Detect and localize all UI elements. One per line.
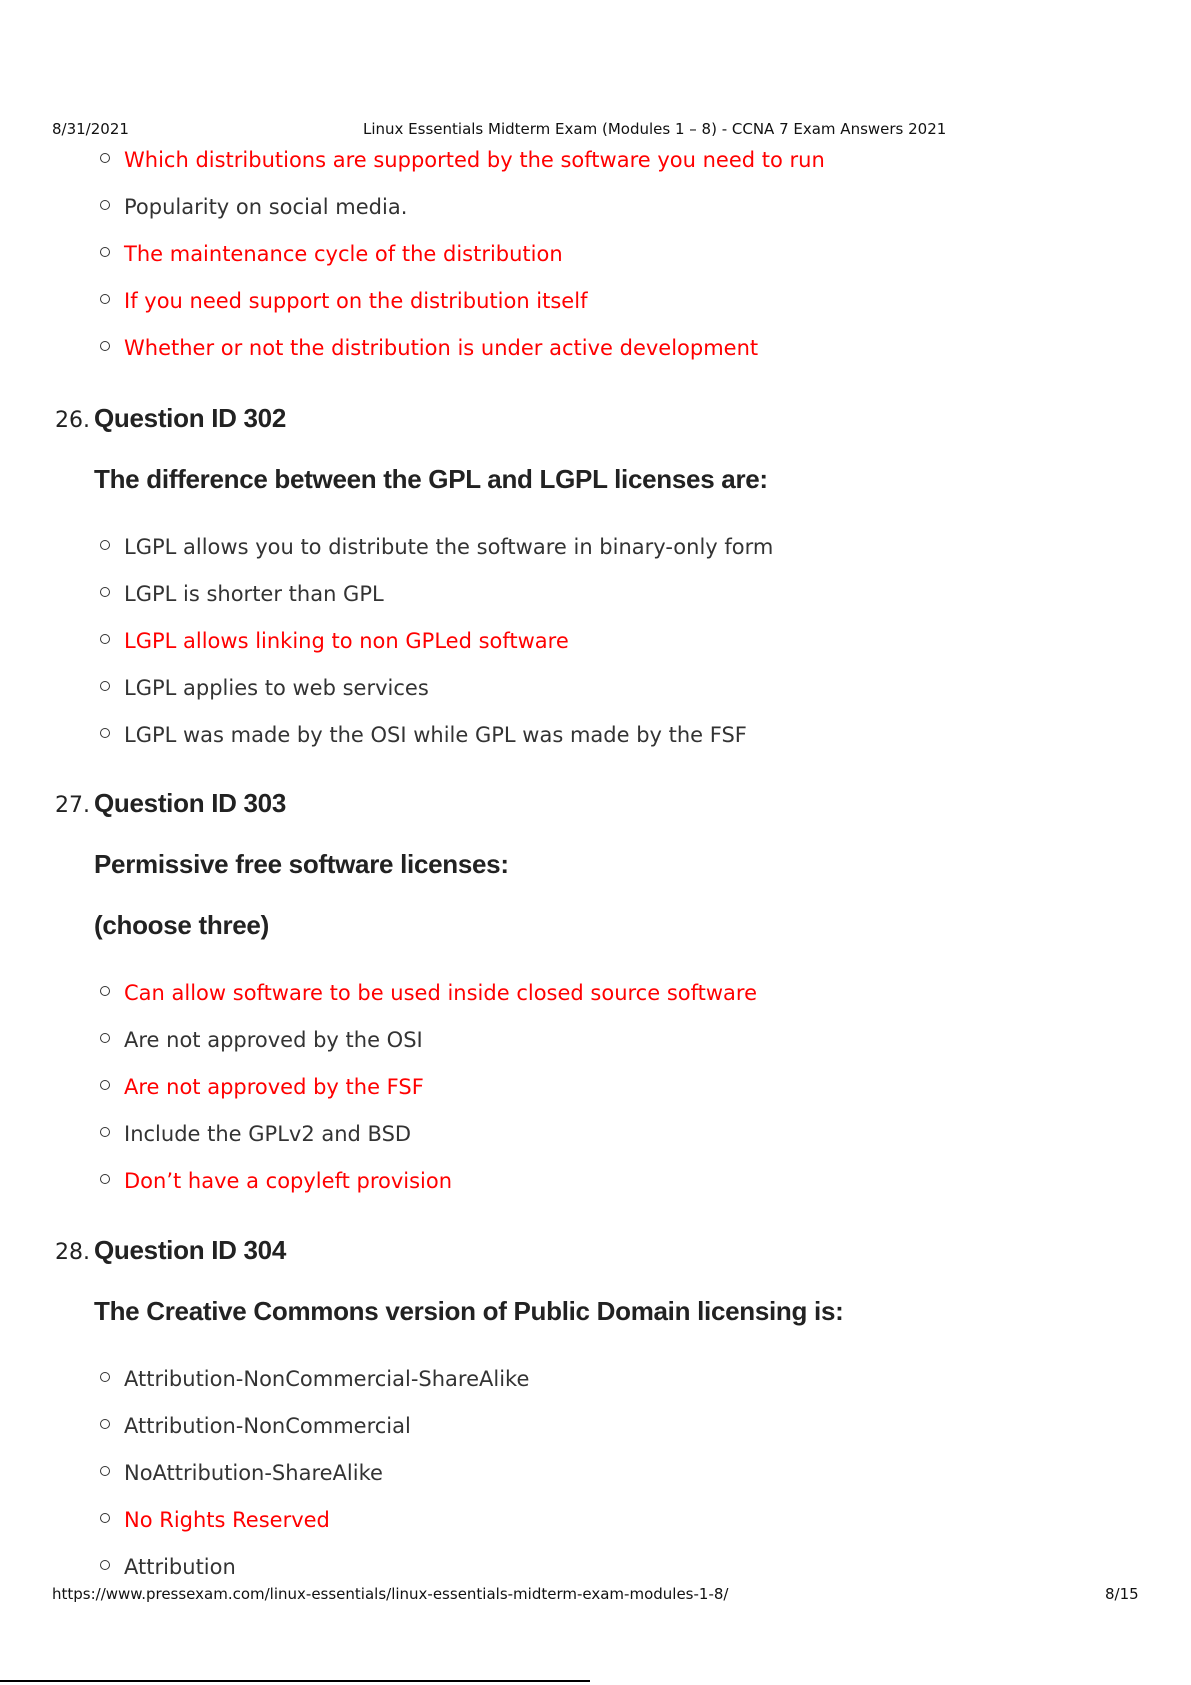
option-item: Include the GPLv2 and BSD (100, 1122, 411, 1146)
option-item: Whether or not the distribution is under active development (100, 336, 758, 360)
circle-bullet-icon (100, 540, 110, 550)
circle-bullet-icon (100, 1033, 110, 1043)
option-item: Which distributions are supported by the software you need to run (100, 148, 825, 172)
option-item: Attribution-NonCommercial-ShareAlike (100, 1367, 529, 1391)
page-number: 8/15 (1105, 1585, 1139, 1603)
option-item: LGPL applies to web services (100, 676, 429, 700)
bottom-rule (0, 1680, 590, 1682)
question-sub-prompt: (choose three) (94, 910, 269, 940)
question-number: 27. (55, 793, 90, 818)
option-item: LGPL was made by the OSI while GPL was made by the FSF (100, 723, 747, 747)
circle-bullet-icon (100, 1174, 110, 1184)
question-number: 26. (55, 408, 90, 433)
option-item: Are not approved by the OSI (100, 1028, 423, 1052)
question-prompt: The Creative Commons version of Public Domain licensing is: (94, 1296, 844, 1326)
question-number: 28. (55, 1240, 90, 1265)
question-id: Question ID 304 (94, 1235, 286, 1265)
option-item: Can allow software to be used inside closed source software (100, 981, 757, 1005)
question-prompt: The difference between the GPL and LGPL licenses are: (94, 464, 768, 494)
option-item: No Rights Reserved (100, 1508, 330, 1532)
circle-bullet-icon (100, 341, 110, 351)
option-item: Are not approved by the FSF (100, 1075, 424, 1099)
circle-bullet-icon (100, 1466, 110, 1476)
option-item: The maintenance cycle of the distribution (100, 242, 563, 266)
circle-bullet-icon (100, 294, 110, 304)
circle-bullet-icon (100, 1127, 110, 1137)
circle-bullet-icon (100, 587, 110, 597)
option-item: Popularity on social media. (100, 195, 407, 219)
option-item: Attribution-NonCommercial (100, 1414, 411, 1438)
circle-bullet-icon (100, 153, 110, 163)
circle-bullet-icon (100, 1080, 110, 1090)
option-item: If you need support on the distribution itself (100, 289, 587, 313)
question-id: Question ID 302 (94, 403, 286, 433)
circle-bullet-icon (100, 1419, 110, 1429)
question-prompt: Permissive free software licenses: (94, 849, 509, 879)
print-title: Linux Essentials Midterm Exam (Modules 1 – 8) - CCNA 7 Exam Answers 2021 (363, 120, 947, 138)
circle-bullet-icon (100, 247, 110, 257)
circle-bullet-icon (100, 1372, 110, 1382)
circle-bullet-icon (100, 1560, 110, 1570)
option-item: Attribution (100, 1555, 236, 1579)
option-item: LGPL allows linking to non GPLed software (100, 629, 569, 653)
option-item: Don’t have a copyleft provision (100, 1169, 452, 1193)
print-date: 8/31/2021 (52, 120, 129, 138)
question-id: Question ID 303 (94, 788, 286, 818)
option-item: LGPL allows you to distribute the software in binary-only form (100, 535, 773, 559)
option-item: LGPL is shorter than GPL (100, 582, 384, 606)
circle-bullet-icon (100, 634, 110, 644)
circle-bullet-icon (100, 681, 110, 691)
circle-bullet-icon (100, 986, 110, 996)
print-url: https://www.pressexam.com/linux-essentials/linux-essentials-midterm-exam-modules-1-8/ (52, 1585, 729, 1603)
option-item: NoAttribution-ShareAlike (100, 1461, 383, 1485)
circle-bullet-icon (100, 728, 110, 738)
circle-bullet-icon (100, 1513, 110, 1523)
circle-bullet-icon (100, 200, 110, 210)
